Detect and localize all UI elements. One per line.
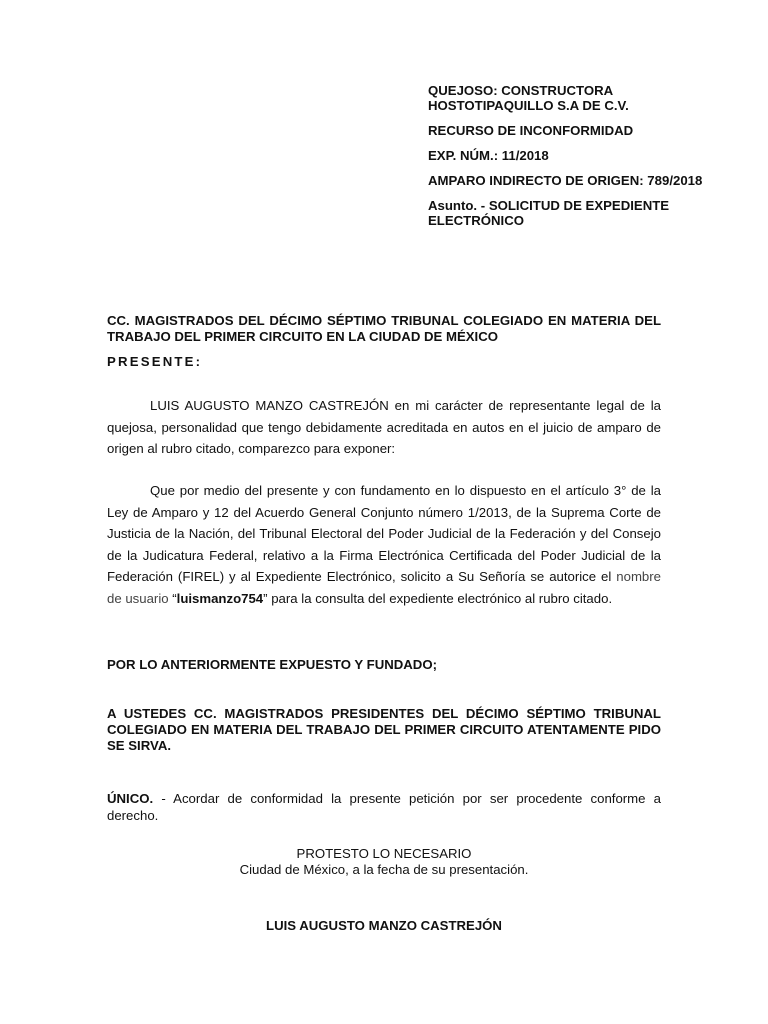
user-label: nombre de usuario [107,569,661,606]
expediente-line: EXP. NÚM.: 11/2018 [428,148,549,163]
case-header [428,83,728,238]
quote-open: “ [168,590,177,606]
unico-text: - Acordar de conformidad la presente petición por ser procedente conforme a derecho. [107,791,661,823]
closing-block [107,846,661,878]
asunto-line [428,198,728,228]
por-lo-expuesto: POR LO ANTERIORMENTE EXPUESTO Y FUNDADO; [107,657,437,672]
paragraph-request [107,480,661,610]
amparo-line: AMPARO INDIRECTO DE ORIGEN: 789/2018 [428,173,703,188]
addressee: CC. MAGISTRADOS DEL DÉCIMO SÉPTIMO TRIBUNAL COLEGIADO EN MATERIA DEL TRABAJO DEL PRIMER CIRCUITO EN LA CIUDAD DE MÉXICO [107,313,661,344]
paragraph-representation: LUIS AUGUSTO MANZO CASTREJÓN en mi carácter de representante legal de la quejosa, personalidad que tengo debidamente acreditada en autos en el juicio de amparo de origen al rubro citado, comparezco para exponer: [107,398,661,457]
protesto-line: PROTESTO LO NECESARIO [296,846,472,861]
asunto-text: SOLICITUD DE EXPEDIENTE ELECTRÓNICO [428,198,670,228]
recurso-line: RECURSO DE INCONFORMIDAD [428,123,634,138]
request-text-end: ” para la consulta del expediente electrónico al rubro citado. [263,590,613,606]
quejoso-line: QUEJOSO: CONSTRUCTORA HOSTOTIPAQUILLO S.A DE C.V. [428,83,629,113]
asunto-label: Asunto. - [428,198,489,213]
unico-label: ÚNICO. [107,791,154,806]
username: luismanzo754 [176,590,264,606]
request-text: Que por medio del presente y con fundamento en lo dispuesto en el artículo 3° de la Ley de Amparo y 12 del Acuerdo General Conjunto número 1/2013, de la Suprema Corte de Justicia de la Nación, del Tribunal Electoral del Poder Judicial de la Federación y del Consejo de la Judicatura Federal, relativo a la Firma Electrónica Certificada del Poder Judicial de la Federación (FIREL) y al Expediente Electrónico, solicito a Su Señoría se autorice el [107,483,661,585]
signature-name: LUIS AUGUSTO MANZO CASTREJÓN [266,918,502,933]
petition-heading: A USTEDES CC. MAGISTRADOS PRESIDENTES DEL DÉCIMO SÉPTIMO TRIBUNAL COLEGIADO EN MATERIA DEL TRABAJO DEL PRIMER CIRCUITO ATENTAMENTE PIDO SE SIRVA. [107,706,661,753]
presente-heading: PRESENTE: [107,354,203,369]
place-date-line: Ciudad de México, a la fecha de su presentación. [239,862,529,877]
unico-paragraph [107,790,661,824]
